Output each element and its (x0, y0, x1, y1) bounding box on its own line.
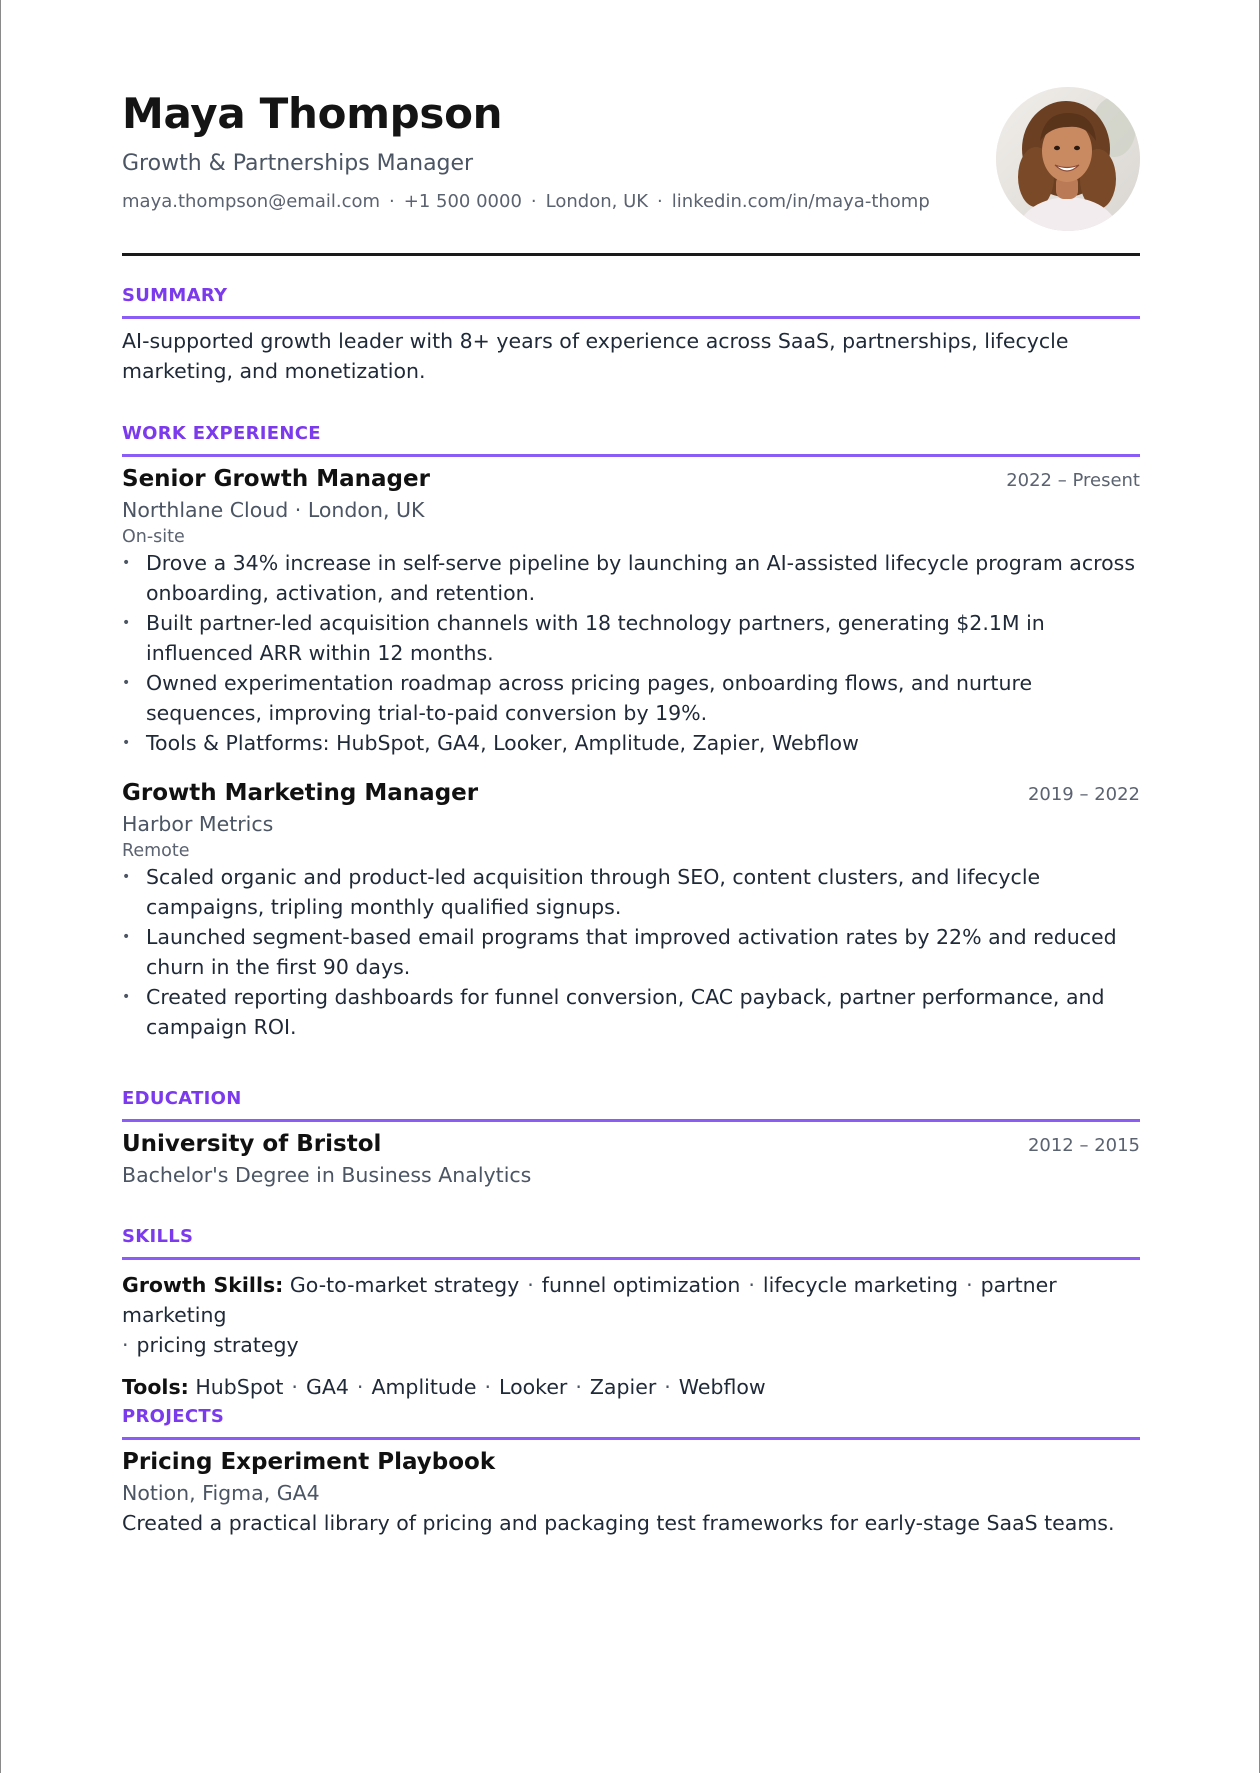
job-company: Northlane Cloud · London, UK (122, 498, 425, 522)
bullet-icon: • (122, 929, 131, 945)
skill-separator: · (966, 1273, 973, 1297)
list-item (122, 728, 1140, 758)
bullet-icon: • (122, 615, 131, 631)
project-name: Pricing Experiment Playbook (122, 1449, 496, 1475)
skill-separator: · (122, 1333, 129, 1357)
skill-item: lifecycle marketing (762, 1273, 959, 1297)
tool-item: GA4 (305, 1375, 349, 1399)
skill-separator: · (484, 1375, 492, 1399)
bullet-icon: • (122, 555, 131, 571)
job-work-mode: Remote (122, 841, 190, 861)
bullet-text: Owned experimentation roadmap across pricing pages, onboarding flows, and nurture sequences, improving trial-to-paid conversion by 19%. (146, 671, 1033, 725)
job-title: Senior Growth Manager (122, 466, 430, 492)
summary-section (122, 284, 1140, 386)
candidate-role: Growth & Partnerships Manager (122, 151, 474, 176)
experience-section (122, 422, 1140, 1042)
contact-separator: · (389, 191, 395, 212)
project-description: Created a practical library of pricing and packaging test frameworks for early-stage SaaS teams. (122, 1511, 1115, 1535)
skill-separator: · (664, 1375, 671, 1399)
section-title-projects: PROJECTS (122, 1405, 1140, 1440)
job-work-mode: On-site (122, 527, 185, 547)
bullet-icon: • (122, 675, 131, 691)
education-entry (122, 1129, 1140, 1190)
avatar-portrait (996, 87, 1140, 231)
section-title-experience: WORK EXPERIENCE (122, 422, 1140, 457)
bullet-icon: • (122, 869, 131, 885)
bullet-icon: • (122, 735, 131, 751)
list-item (122, 982, 1140, 1042)
skill-separator: · (527, 1273, 534, 1297)
job-header (122, 464, 1140, 494)
avatar (996, 87, 1140, 231)
skill-separator: · (748, 1273, 755, 1297)
tool-item: Amplitude (371, 1375, 477, 1399)
list-item (122, 862, 1140, 922)
education-header (122, 1129, 1140, 1159)
tool-item: Looker (499, 1375, 568, 1399)
projects-section (122, 1405, 1140, 1538)
contact-separator: · (657, 191, 663, 212)
tool-item: Webflow (678, 1375, 766, 1399)
skill-item: pricing strategy (136, 1333, 299, 1357)
job-date: 2019 – 2022 (1027, 784, 1140, 805)
bullet-text: Scaled organic and product-led acquisition through SEO, content clusters, and lifecycle campaigns, tripling monthly qualified signups. (146, 865, 1041, 919)
growth-skills-label: Growth Skills: (122, 1273, 284, 1297)
skill-separator: · (575, 1375, 582, 1399)
skill-separator: · (356, 1375, 364, 1399)
education-date: 2012 – 2015 (1027, 1135, 1140, 1156)
contact-separator: · (530, 191, 537, 212)
degree: Bachelor's Degree in Business Analytics (122, 1163, 532, 1187)
resume-content (122, 0, 1140, 1535)
skill-item: Go-to-market strategy (289, 1273, 520, 1297)
tools-label: Tools: (122, 1375, 189, 1399)
bullet-text: Built partner-led acquisition channels with 18 technology partners, generating $2.1M in influenced ARR within 12 months. (146, 611, 1045, 665)
job-header (122, 778, 1140, 808)
job-date: 2022 – Present (1006, 470, 1140, 491)
job-title: Growth Marketing Manager (122, 780, 479, 806)
section-title-summary: SUMMARY (122, 284, 1140, 319)
skills-section (122, 1225, 1140, 1402)
skill-item: funnel optimization (541, 1273, 741, 1297)
summary-text: AI-supported growth leader with 8+ years of experience across SaaS, partnerships, lifecycle marketing, and monetization. (122, 329, 1069, 383)
skill-separator: · (291, 1375, 298, 1399)
job-bullets (122, 548, 1140, 758)
skill-item: partner marketing (122, 1273, 1057, 1327)
header-divider (122, 253, 1140, 256)
tool-item: HubSpot (195, 1375, 284, 1399)
bullet-text: Drove a 34% increase in self-serve pipeline by launching an AI-assisted lifecycle program across onboarding, activation, and retention. (146, 551, 1136, 605)
section-title-education: EDUCATION (122, 1087, 1140, 1122)
resume-header (122, 0, 1140, 253)
project-stack: Notion, Figma, GA4 (122, 1481, 320, 1505)
tools-skills-row (122, 1372, 1140, 1402)
list-item (122, 922, 1140, 982)
growth-skills-row (122, 1270, 1140, 1360)
section-title-skills: SKILLS (122, 1225, 1140, 1260)
bullet-text: Created reporting dashboards for funnel conversion, CAC payback, partner performance, and campaign ROI. (146, 985, 1105, 1039)
bullet-text: Tools & Platforms: HubSpot, GA4, Looker, Amplitude, Zapier, Webflow (146, 731, 859, 755)
job-bullets (122, 862, 1140, 1042)
tool-item: Zapier (589, 1375, 657, 1399)
job-entry (122, 778, 1140, 1042)
candidate-name: Maya Thompson (122, 89, 503, 138)
job-company: Harbor Metrics (122, 812, 274, 836)
school-name: University of Bristol (122, 1131, 382, 1157)
contact-email: maya.thompson@email.com (122, 191, 381, 212)
list-item (122, 668, 1140, 728)
job-entry (122, 464, 1140, 758)
contact-phone: +1 500 0000 (403, 191, 522, 212)
list-item (122, 548, 1140, 608)
contact-linkedin: linkedin.com/in/maya-thomp (671, 191, 930, 212)
education-section (122, 1087, 1140, 1190)
contact-location: London, UK (545, 191, 649, 212)
list-item (122, 608, 1140, 668)
contact-line (122, 190, 1140, 214)
bullet-text: Launched segment-based email programs that improved activation rates by 22% and reduced churn in the first 90 days. (146, 925, 1117, 979)
bullet-icon: • (122, 989, 131, 1005)
project-entry (122, 1447, 1140, 1538)
